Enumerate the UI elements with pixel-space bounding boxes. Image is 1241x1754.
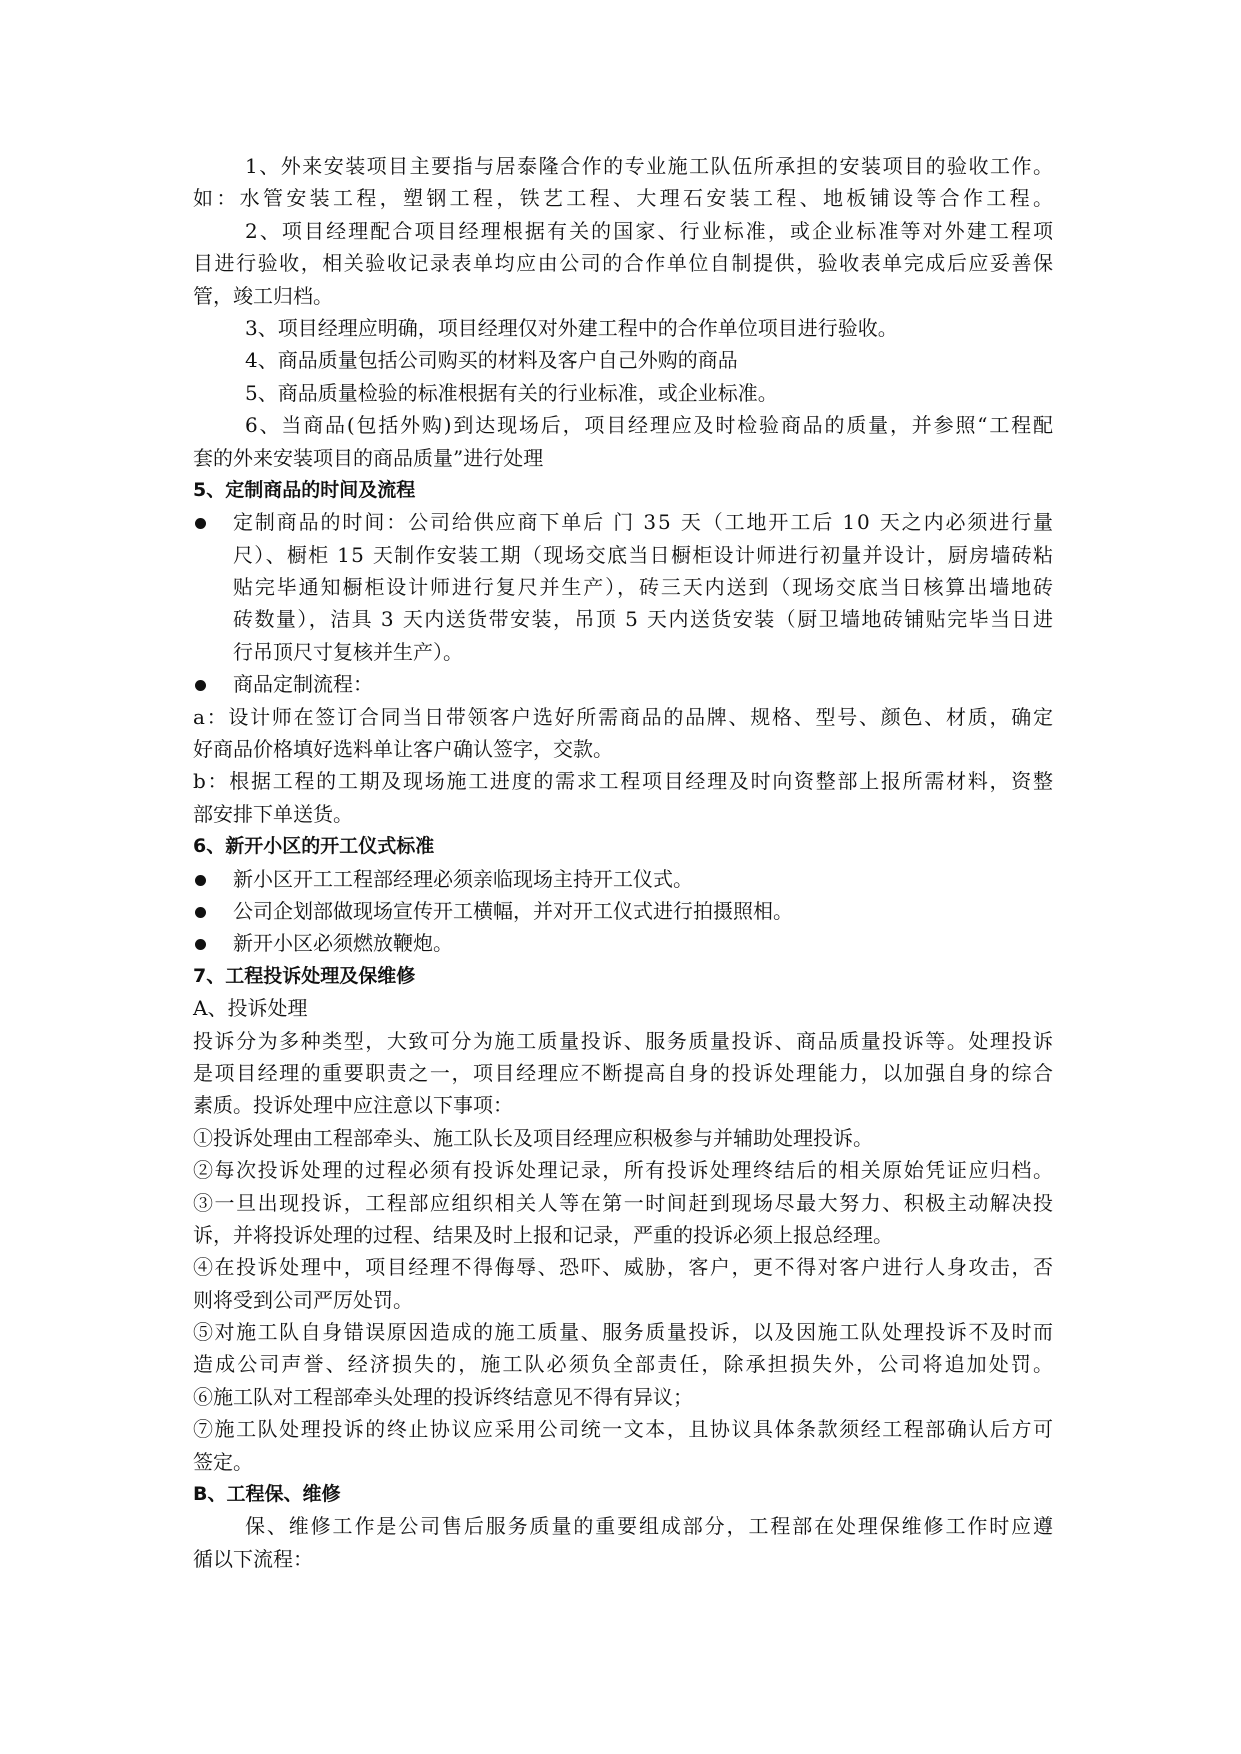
line-text: 签定。 [193,1449,253,1474]
line-text: a：设计师在签订合同当日带领客户选好所需商品的品牌、规格、型号、颜色、材质，确定 [193,704,1055,729]
paragraph-line [193,798,1053,830]
paragraph-line [193,733,1053,765]
line-text: 循以下流程： [193,1546,313,1571]
line-text: 6、当商品(包括外购)到达现场后，项目经理应及时检验商品的质量，并参照“工程配 [245,413,1055,438]
bullet-item [193,863,1053,895]
paragraph-line [193,1057,1053,1089]
bullet-item-continuation [193,603,1053,635]
line-text: 投诉分为多种类型，大致可分为施工质量投诉、服务质量投诉、商品质量投诉等。处理投诉 [193,1028,1055,1053]
paragraph-line [193,247,1053,279]
line-text: 5、商品质量检验的标准根据有关的行业标准，或企业标准。 [245,380,778,405]
paragraph-line [193,1446,1053,1478]
paragraph-line [193,1187,1053,1219]
line-text: 诉，并将投诉处理的过程、结果及时上报和记录，严重的投诉必须上报总经理。 [193,1222,893,1247]
line-text: 1、外来安装项目主要指与居泰隆合作的专业施工队伍所承担的安装项目的验收工作。 [245,154,1055,178]
line-text: ⑤对施工队自身错误原因造成的施工质量、服务质量投诉，以及因施工队处理投诉不及时而 [193,1320,1055,1345]
bullet-dot-icon [195,875,206,886]
section-heading [193,1478,1053,1510]
line-text: 目进行验收，相关验收记录表单均应由公司的合作单位自制提供，验收表单完成后应妥善保 [193,251,1055,276]
paragraph-line [193,312,1053,344]
paragraph-line [193,1413,1053,1445]
line-text: 保、维修工作是公司售后服务质量的重要组成部分，工程部在处理保维修工作时应遵 [245,1514,1055,1539]
line-text: 新小区开工工程部经理必须亲临现场主持开工仪式。 [233,866,693,891]
paragraph-line [193,377,1053,409]
section-heading [193,960,1053,992]
line-text: 素质。投诉处理中应注意以下事项： [193,1093,513,1118]
line-text: 4、商品质量包括公司购买的材料及客户自己外购的商品 [245,348,738,373]
paragraph-line [193,150,1053,182]
line-text: ③一旦出现投诉，工程部应组织相关人等在第一时间赶到现场尽最大努力、积极主动解决投 [193,1190,1055,1215]
paragraph-line [193,409,1053,441]
line-text: B、工程保、维修 [193,1483,341,1506]
line-text: 定制商品的时间：公司给供应商下单后 门 35 天（工地开工后 10 天之内必须进行量 [233,510,1055,535]
line-text: ⑥施工队对工程部牵头处理的投诉终结意见不得有异议； [193,1384,693,1409]
paragraph-line [193,1122,1053,1154]
paragraph-line [193,1381,1053,1413]
line-text: 商品定制流程： [233,672,373,697]
paragraph-line [193,1251,1053,1283]
section-heading [193,830,1053,862]
line-text: 2、项目经理配合项目经理根据有关的国家、行业标准，或企业标准等对外建工程项 [245,218,1056,243]
bullet-item [193,506,1053,538]
paragraph-line [193,182,1057,214]
line-text: 尺）、橱柜 15 天制作安装工期（现场交底当日橱柜设计师进行初量并设计，厨房墙砖粘 [233,542,1055,567]
bullet-item [193,668,1053,700]
line-text: ④在投诉处理中，项目经理不得侮辱、恐吓、威胁，客户，更不得对客户进行人身攻击，否 [193,1255,1055,1280]
paragraph-line [193,1543,1053,1575]
line-text: b：根据工程的工期及现场施工进度的需求工程项目经理及时向资整部上报所需材料，资整 [193,769,1055,794]
line-text: ⑦施工队处理投诉的终止协议应采用公司统一文本，且协议具体条款须经工程部确认后方可 [193,1417,1055,1442]
line-text: ①投诉处理由工程部牵头、施工队长及项目经理应积极参与并辅助处理投诉。 [193,1125,873,1150]
paragraph-line [193,1316,1053,1348]
bullet-dot-icon [195,907,206,918]
line-text: 砖数量），洁具 3 天内送货带安装，吊顶 5 天内送货安装（厨卫墙地砖铺贴完毕当日进 [233,607,1055,632]
paragraph-line [193,1510,1053,1542]
line-text: 如：水管安装工程，塑钢工程，铁艺工程、大理石安装工程、地板铺设等合作工程。 [193,186,1057,211]
bullet-item [193,895,1053,927]
paragraph-line [193,1348,1056,1380]
paragraph-line [193,992,1053,1024]
bullet-item-continuation [193,636,1053,668]
paragraph-line [193,344,1053,376]
paragraph-line [193,280,1053,312]
paragraph-line [193,1284,1053,1316]
paragraph-line [193,1154,1053,1186]
bullet-dot-icon [195,680,206,691]
line-text: 管，竣工归档。 [193,283,333,308]
paragraph-line [193,215,1056,247]
bullet-dot-icon [195,939,206,950]
document-page [193,150,1057,1575]
line-text: ②每次投诉处理的过程必须有投诉处理记录，所有投诉处理终结后的相关原始凭证应归档。 [193,1158,1055,1183]
line-text: 行吊顶尺寸复核并生产）。 [233,639,463,664]
paragraph-line [193,765,1053,797]
bullet-item [193,927,1053,959]
paragraph-line [193,1219,1053,1251]
line-text: A、投诉处理 [193,996,308,1021]
line-text: 3、项目经理应明确，项目经理仅对外建工程中的合作单位项目进行验收。 [245,315,898,340]
line-text: 则将受到公司严厉处罚。 [193,1287,413,1312]
paragraph-line [193,701,1053,733]
line-text: 造成公司声誉、经济损失的，施工队必须负全部责任，除承担损失外，公司将追加处罚。 [193,1352,1056,1377]
line-text: 套的外来安装项目的商品质量”进行处理 [193,445,544,470]
line-text: 公司企划部做现场宣传开工横幅，并对开工仪式进行拍摄照相。 [233,898,793,923]
line-text: 7、工程投诉处理及保维修 [193,964,416,987]
line-text: 5、定制商品的时间及流程 [193,478,416,501]
line-text: 是项目经理的重要职责之一，项目经理应不断提高自身的投诉处理能力，以加强自身的综合 [193,1060,1055,1085]
paragraph-line [193,442,1053,474]
paragraph-line [193,1025,1053,1057]
line-text: 好商品价格填好选料单让客户确认签字，交款。 [193,737,613,762]
line-text: 贴完毕通知橱柜设计师进行复尺并生产），砖三天内送到（现场交底当日核算出墙地砖 [233,575,1055,600]
line-text: 部安排下单送货。 [193,801,353,826]
bullet-dot-icon [195,518,206,529]
line-text: 新开小区必须燃放鞭炮。 [233,931,453,956]
line-text: 6、新开小区的开工仪式标准 [193,835,435,858]
paragraph-line [193,1089,1053,1121]
bullet-item-continuation [193,539,1053,571]
section-heading [193,474,1053,506]
bullet-item-continuation [193,571,1053,603]
